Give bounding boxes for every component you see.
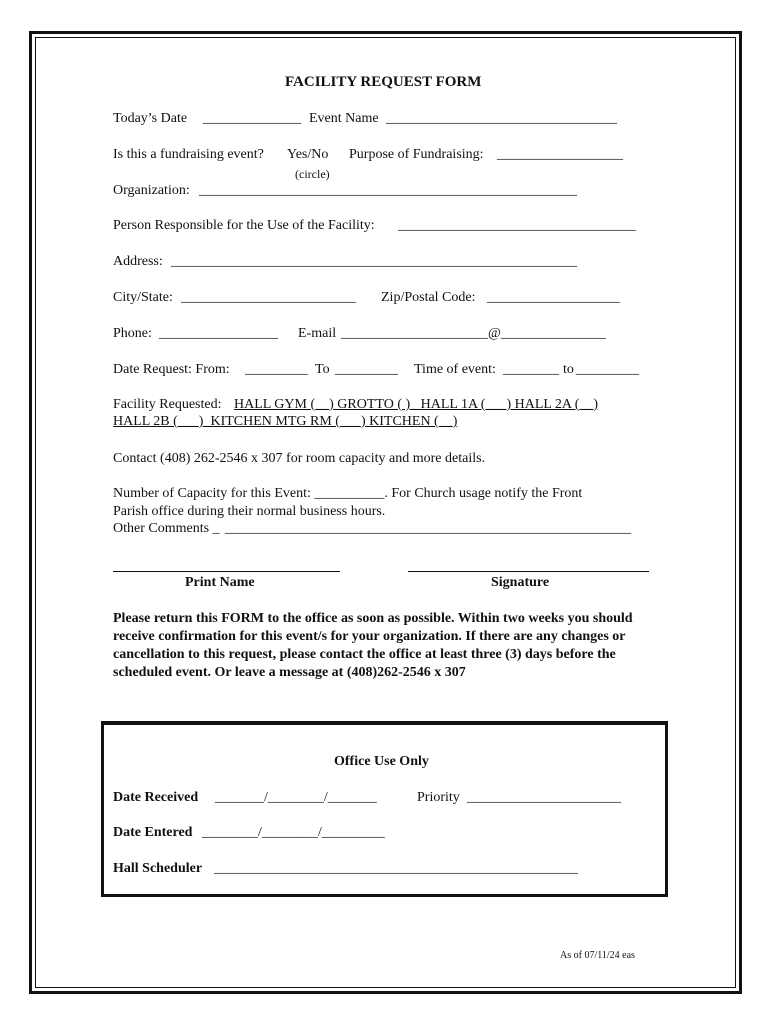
email-field[interactable]: _____________________@_______________ xyxy=(341,326,606,341)
date-to-field[interactable]: _________ xyxy=(335,362,398,377)
city-state-field[interactable]: _________________________ xyxy=(181,290,356,305)
return-notice: Please return this FORM to the office as soon as possible. Within two weeks you should receive confirmation for this event/s for your organization. If there are any changes or cancellation to this request, please contact the office at least three (3) days before the scheduled event. Or leave a message at (408)262-2546 x 307 xyxy=(113,611,633,680)
purpose-field[interactable]: __________________ xyxy=(497,147,623,162)
purpose-label: Purpose of Fundraising: xyxy=(349,147,484,162)
date-request-label: Date Request: From: xyxy=(113,362,230,377)
date-entered-field[interactable]: ________/________/_________ xyxy=(202,825,385,840)
signature-line[interactable] xyxy=(408,571,649,572)
phone-field[interactable]: _________________ xyxy=(159,326,278,341)
hall-scheduler-label: Hall Scheduler xyxy=(113,861,203,876)
date-received-field[interactable]: _______/________/_______ xyxy=(215,790,377,805)
time-of-event-label: Time of event: xyxy=(414,362,496,377)
address-label: Address: xyxy=(113,254,163,269)
time-to-label: to xyxy=(563,362,574,377)
phone-label: Phone: xyxy=(113,326,152,341)
facility-options-line2[interactable]: HALL 2B (___)_KITCHEN MTG RM (___) KITCHEN (__) xyxy=(113,414,458,429)
circle-note: (circle) xyxy=(295,167,330,181)
date-from-field[interactable]: _________ xyxy=(245,362,308,377)
form-title: FACILITY REQUEST FORM xyxy=(285,74,482,90)
todays-date-field[interactable]: ______________ xyxy=(203,111,301,126)
fundraising-label: Is this a fundraising event? xyxy=(113,147,264,162)
other-comments-label: Other Comments _ xyxy=(113,521,220,536)
city-state-label: City/State: xyxy=(113,290,173,305)
date-received-label: Date Received xyxy=(113,790,199,805)
person-responsible-field[interactable]: __________________________________ xyxy=(398,218,636,233)
address-field[interactable]: __________________________________________________________ xyxy=(171,254,577,269)
todays-date-label: Today’s Date xyxy=(113,111,188,126)
version-footer: As of 07/11/24 eas xyxy=(560,950,635,961)
priority-field[interactable]: ______________________ xyxy=(467,790,621,805)
person-responsible-label: Person Responsible for the Use of the Facility: xyxy=(113,218,375,233)
facility-label: Facility Requested: xyxy=(113,397,222,412)
facility-options-line1[interactable]: HALL GYM (__) GROTTO ( )_ HALL 1A (___) HALL 2A (__) xyxy=(234,397,599,412)
capacity-line1: Number of Capacity for this Event: __________. For Church usage notify the Front xyxy=(113,486,583,501)
event-name-field[interactable]: _________________________________ xyxy=(386,111,617,126)
date-to-label: To xyxy=(315,362,330,377)
priority-label: Priority xyxy=(417,790,460,805)
yes-no-choice[interactable]: Yes/No xyxy=(287,147,329,162)
print-name-line[interactable] xyxy=(113,571,340,572)
zip-field[interactable]: ___________________ xyxy=(487,290,620,305)
event-name-label: Event Name xyxy=(309,111,379,126)
date-entered-label: Date Entered xyxy=(113,825,193,840)
capacity-line2: Parish office during their normal business hours. xyxy=(113,504,386,519)
signature-label: Signature xyxy=(491,575,550,590)
email-label: E-mail xyxy=(298,326,337,341)
time-from-field[interactable]: ________ xyxy=(503,362,559,377)
zip-label: Zip/Postal Code: xyxy=(381,290,476,305)
organization-field[interactable]: ______________________________________________________ xyxy=(199,183,577,198)
time-to-field[interactable]: _________ xyxy=(576,362,639,377)
print-name-label: Print Name xyxy=(185,575,255,590)
contact-text: Contact (408) 262-2546 x 307 for room capacity and more details. xyxy=(113,451,486,466)
office-use-title: Office Use Only xyxy=(334,754,429,769)
other-comments-field[interactable]: __________________________________________________________ xyxy=(225,521,631,536)
organization-label: Organization: xyxy=(113,183,190,198)
hall-scheduler-field[interactable]: ____________________________________________________ xyxy=(214,861,578,876)
